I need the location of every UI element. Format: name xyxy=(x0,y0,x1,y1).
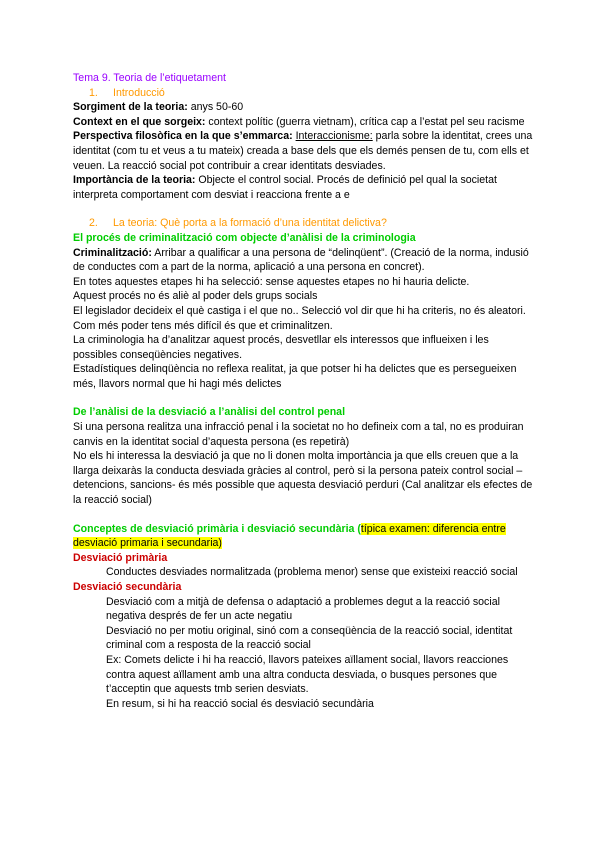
perspectiva-label: Perspectiva filosòfica en la que s’emmarca: xyxy=(73,130,293,143)
secondary-deviation-paragraph-3: Ex: Comets delicte i hi ha reacció, llavors pateixes aïllament social, llavors reacciones contra aquest aïllament amb una altra conducta desviada, o busques persones que t’acceptin que aquests tmb serien desviats. xyxy=(106,653,509,696)
context-paragraph xyxy=(73,115,535,130)
section-2-paragraph-6: Estadístiques delinqüència no reflexa realitat, ja que potser hi ha delictes que es persegueixen més, llavors normal que hi hagi més delictes xyxy=(73,363,517,390)
section-2-paragraph-4: Com més poder tens més difícil és que et criminalitzen. xyxy=(73,319,333,332)
exam-highlight: típica examen: diferencia entre desviació primaria i secundaria) xyxy=(73,522,506,550)
section-4-title: Conceptes de desviació primària i desviació secundària ( xyxy=(73,522,361,535)
secondary-deviation-paragraph-1: Desviació com a mitjà de defensa o adaptació a problemes degut a la reacció social negativa després de fer un acte negatiu xyxy=(106,595,500,623)
document-title: Tema 9. Teoria de l’etiquetament xyxy=(73,72,226,84)
spacer xyxy=(73,202,535,216)
primary-deviation-text: Conductes desviades normalitzada (problema menor) sense que existeixi reacció social xyxy=(106,566,518,579)
importancia-paragraph xyxy=(73,173,535,202)
document-content xyxy=(73,71,535,711)
primary-deviation-label: Desviació primària xyxy=(73,551,168,564)
section-4-heading xyxy=(73,522,535,551)
section-1-number: 1. xyxy=(89,86,98,99)
section-2-paragraph-3: El legislador decideix el què castiga i el que no.. Selecció vol dir que hi ha criteris, no és aleatori. xyxy=(73,304,526,317)
perspectiva-text: parla sobre la identitat, crees una identitat (com tu et veus a tu mateix) creada a base dels que els demés pensen de tu, com ells et veuen. La reacció social pot contribuir a crear identitats desviades. xyxy=(73,130,533,172)
section-2-number: 2. xyxy=(89,217,98,230)
section-2-paragraph-5: La criminologia ha d’analitzar aquest procés, desvetllar els interessos que influeixen i les possibles conseqüències negatives. xyxy=(73,334,489,361)
spacer xyxy=(73,508,535,522)
sorgiment-label: Sorgiment de la teoria: xyxy=(73,101,188,114)
perspectiva-paragraph xyxy=(73,129,535,173)
importancia-text: Objecte el control social. Procés de definició pel qual la societat interpreta comportament com desviat i reacciona frente a e xyxy=(73,174,497,201)
section-2-subheading: El procés de criminalització com objecte d’anàlisi de la criminologia xyxy=(73,231,416,244)
section-2-title: La teoria: Què porta a la formació d’una identitat delictiva? xyxy=(113,217,387,230)
secondary-deviation-label: Desviació secundària xyxy=(73,581,182,593)
secondary-deviation-paragraph-4: En resum, si hi ha reacció social és desviació secundària xyxy=(106,697,374,710)
spacer xyxy=(73,391,535,405)
section-1-heading xyxy=(89,86,535,101)
section-2-paragraph-2: Aquest procés no és aliè al poder dels grups socials xyxy=(73,290,318,303)
sorgiment-text: anys 50-60 xyxy=(187,101,244,114)
context-label: Context en el que sorgeix: xyxy=(73,115,206,128)
section-2-heading xyxy=(89,216,535,231)
section-3-paragraph-1: Si una persona realitza una infracció penal i la societat no ho defineix com a tal, no es produiran canvis en la identitat social d’aquesta persona (es repetirà) xyxy=(73,421,524,448)
importancia-label: Importància de la teoria: xyxy=(73,174,196,187)
perspectiva-underlined: Interaccionisme: xyxy=(295,130,373,143)
criminalitzacio-text: Arribar a qualificar a una persona de “delinqüent”. (Creació de la norma, indusió de conductes com a part de la norma, aplicació a una persona en concret). xyxy=(73,246,529,274)
criminalitzacio-paragraph xyxy=(73,246,535,275)
criminalitzacio-label: Criminalització: xyxy=(73,246,152,259)
section-2-paragraph-1: En totes aquestes etapes hi ha selecció: sense aquestes etapes no hi hauria delicte. xyxy=(73,275,470,288)
section-3-paragraph-2: No els hi interessa la desviació ja que no li donen molta importància ja que ells creuen que a la llarga deixaràs la conducta desviada gràcies al control, però si la persona pateix control social –detencions, sancions- és més possible que aquesta desviació perduri (Cal analitzar els efectes de la reacció social) xyxy=(73,450,533,507)
secondary-deviation-paragraph-2: Desviació no per motiu original, sinó com a conseqüència de la reacció social, identitat criminal com a resposta de la reacció social xyxy=(106,624,513,652)
sorgiment-paragraph xyxy=(73,100,535,115)
context-text: context polític (guerra vietnam), crítica cap a l’estat pel seu racisme xyxy=(205,115,525,128)
section-3-heading: De l’anàlisi de la desviació a l’anàlisi del control penal xyxy=(73,406,346,419)
section-1-title: Introducció xyxy=(113,86,165,99)
